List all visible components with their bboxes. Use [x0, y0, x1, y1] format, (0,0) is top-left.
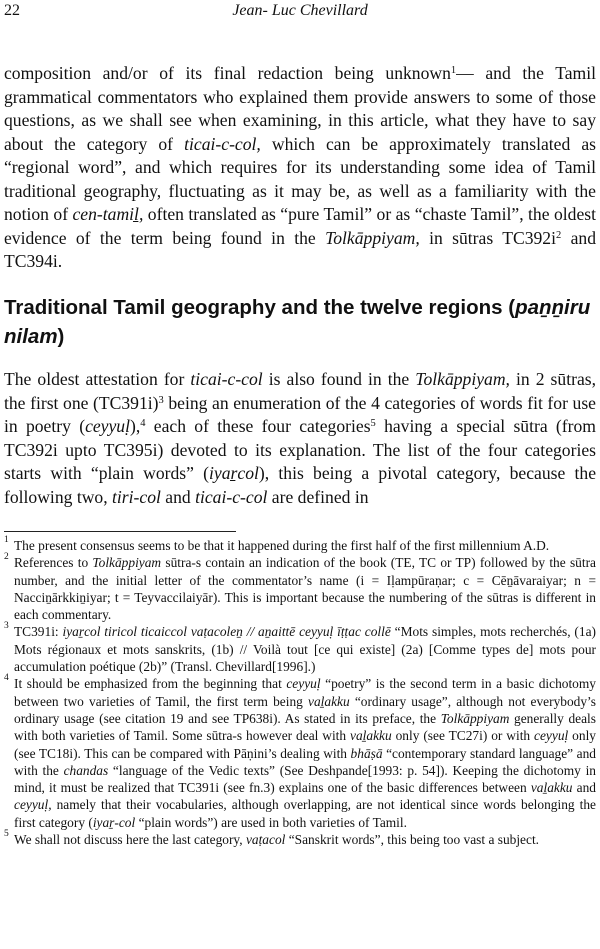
footnote-text: “Mots simples, mots recherchés, (1a) Mots régionaux et mots sanskrits, (1b) // Voilà tout [ce qui existe] (2a) [Comme types de] mots pour accumulation poétique (2b)” (Transl. Chevillard[1996].) — [14, 624, 596, 675]
term-iyar-col: iyaṟ-col — [92, 814, 136, 830]
footnote-text: “ordinary usage”, although not everybody’s ordinary usage (see citation 19 and see TP638i). As stated in its preface, the — [14, 693, 596, 726]
term-ceyyul: ceyyuḷ — [286, 676, 321, 692]
term-bhasa: bhāṣā — [350, 745, 383, 761]
footnote-text: “language of the Vedic texts” (See Deshpande[1993: p. 54]). Keeping the dichotomy in mind, it must be realized that TC391i (see fn.3) explains one of the basic differences between — [14, 762, 596, 796]
footnote-marker: 1 — [4, 535, 9, 545]
text-run: ), — [129, 416, 141, 436]
title-tolkappiyam: Tolkāppiyam — [440, 710, 510, 726]
footnote-1 — [4, 537, 596, 554]
footnote-text: References to — [14, 555, 93, 571]
text-run: The oldest attestation for — [4, 369, 191, 389]
footnote-text: TC391i: — [14, 624, 63, 640]
footnote-3 — [4, 623, 596, 675]
text-run: often translated as “pure Tamil” or as “chaste Tamil”, the oldest evidence of the term being found in the — [4, 204, 596, 248]
term-valakku: vaḻakku — [350, 728, 392, 744]
text-run: and — [160, 486, 196, 507]
term-ceyyul: ceyyuḷ, — [14, 797, 52, 813]
footnote-text: It should be emphasized from the beginning that — [14, 676, 287, 692]
body-paragraph-1 — [4, 62, 596, 274]
sutra-quotation: iyaṟcol tiricol ticaiccol vaṭacoleṉ // aṉaittē ceyyuḷ īṭṭac collē — [62, 624, 391, 640]
footnote-text: generally deals with both varieties of Tamil. Some sūtra-s however deal with — [14, 710, 596, 744]
footnote-marker: 2 — [4, 552, 9, 563]
footnote-text: We shall not discuss here the last category, — [14, 832, 246, 848]
title-tolkappiyam: Tolkāppiyam, — [415, 369, 510, 389]
body-paragraph-2 — [4, 368, 596, 509]
footnote-ref-1: 1 — [450, 65, 457, 76]
footnote-text: “Sanskrit words”, this being too vast a subject. — [285, 832, 540, 848]
running-head: Jean- Luc Chevillard — [232, 2, 368, 19]
footnote-marker: 4 — [4, 673, 9, 684]
footnote-marker: 5 — [4, 829, 9, 840]
footnote-text: only (see TC18i). This can be compared with Pāṇini’s dealing with — [14, 728, 596, 761]
footnote-4 — [4, 675, 596, 831]
term-iyarcol: iyaṟcol — [209, 463, 259, 483]
footnote-ref-3: 3 — [158, 394, 164, 406]
term-ticai-c-col: ticai-c-col — [195, 486, 268, 507]
term-ceyyul: ceyyuḷ — [85, 416, 130, 436]
term-tiri-col: tiri-col — [112, 486, 161, 507]
footnote-text: “contemporary standard language” and with the — [14, 745, 597, 778]
footnote-text: and — [572, 780, 596, 796]
footnote-text: only (see TC27i) or with — [391, 728, 535, 744]
text-run: which can be approximately translated as “regional word”, and which requires for its understanding some idea of Tamil traditional geography, fluctuating as it may be, as well as a familiarity with the notion of — [4, 133, 596, 224]
text-run: being an enumeration of the 4 categories of words fit for use in poetry ( — [4, 392, 596, 436]
text-run: composition and/or of its final redaction being unknown — [4, 63, 451, 83]
footnote-2 — [4, 554, 596, 623]
text-run: in sūtras TC392i — [419, 227, 556, 248]
term-valakku: vaḻakku — [308, 693, 350, 709]
title-tolkappiyam: Tolkāppiyam — [92, 555, 162, 571]
text-run: having a special sūtra (from TC392i upto TC395i) devoted to its explanation. The list of the four categories starts with “plain words” ( — [4, 416, 596, 483]
footnote-5 — [4, 831, 596, 848]
term-valakku: vaḻakku — [530, 780, 573, 796]
footnote-ref-2: 2 — [555, 229, 562, 241]
text-run: are defined in — [267, 486, 369, 507]
section-heading — [4, 293, 596, 351]
footnote-separator — [4, 531, 236, 532]
heading-text: ) — [57, 325, 65, 348]
title-tolkappiyam: Tolkāppiyam, — [325, 227, 420, 248]
footnote-text: sūtra-s contain an indication of the book (TE, TC or TP) followed by the sūtra number, and the initial letter of the commentator’s name (i = Iḷampūraṇar; c = Cēṉāvaraiyar; n = Nacciṉārkkiṉiyar; t = Teyvaccilaiyār). This is important because the numbering of the sūtras is different in each commentary. — [14, 555, 596, 623]
term-chandas: chandas — [63, 762, 109, 778]
footnote-ref-4: 4 — [140, 418, 146, 429]
footnote-text: The present consensus seems to be that it happened during the first half of the first millennium A.D. — [14, 538, 550, 553]
text-run: ), this being a pivotal category, because the following two, — [4, 463, 597, 507]
term-vatacol: vaṭacol — [245, 832, 286, 848]
term-ticai-c-col: ticai-c-col — [190, 369, 263, 389]
term-cen-tamil: cen-tamiḻ, — [72, 204, 144, 224]
footnote-text: “plain words”) are used in both varieties of Tamil. — [135, 814, 407, 830]
text-run: and TC394i. — [4, 227, 596, 271]
heading-text: Traditional Tamil geography and the twelve regions ( — [4, 296, 516, 319]
text-run: each of these four categories — [145, 416, 371, 436]
footnote-text: “poetry” is the second term in a basic dichotomy between two varieties of Tamil, the first term being — [14, 676, 596, 709]
footnotes — [4, 537, 596, 848]
heading-term: paṉṉiru nilam — [4, 296, 591, 348]
term-ticai-c-col: ticai-c-col, — [184, 133, 261, 154]
page-header — [4, 2, 596, 24]
page-number: 22 — [4, 2, 20, 19]
text-run: — and the Tamil grammatical commentators who explained them provide answers to some of those questions, as we shall see when examining, in this article, what they have to say about the category of — [4, 63, 596, 154]
footnote-ref-5: 5 — [370, 418, 376, 429]
footnote-marker: 3 — [4, 621, 9, 632]
footnote-text: namely that their vocabularies, although overlapping, are not identical since words belonging the first category ( — [14, 797, 596, 830]
text-run: is also found in the — [262, 369, 416, 389]
term-ceyyul: ceyyuḷ — [534, 728, 569, 744]
text-run: in 2 sūtras, the first one (TC391i) — [4, 369, 597, 413]
